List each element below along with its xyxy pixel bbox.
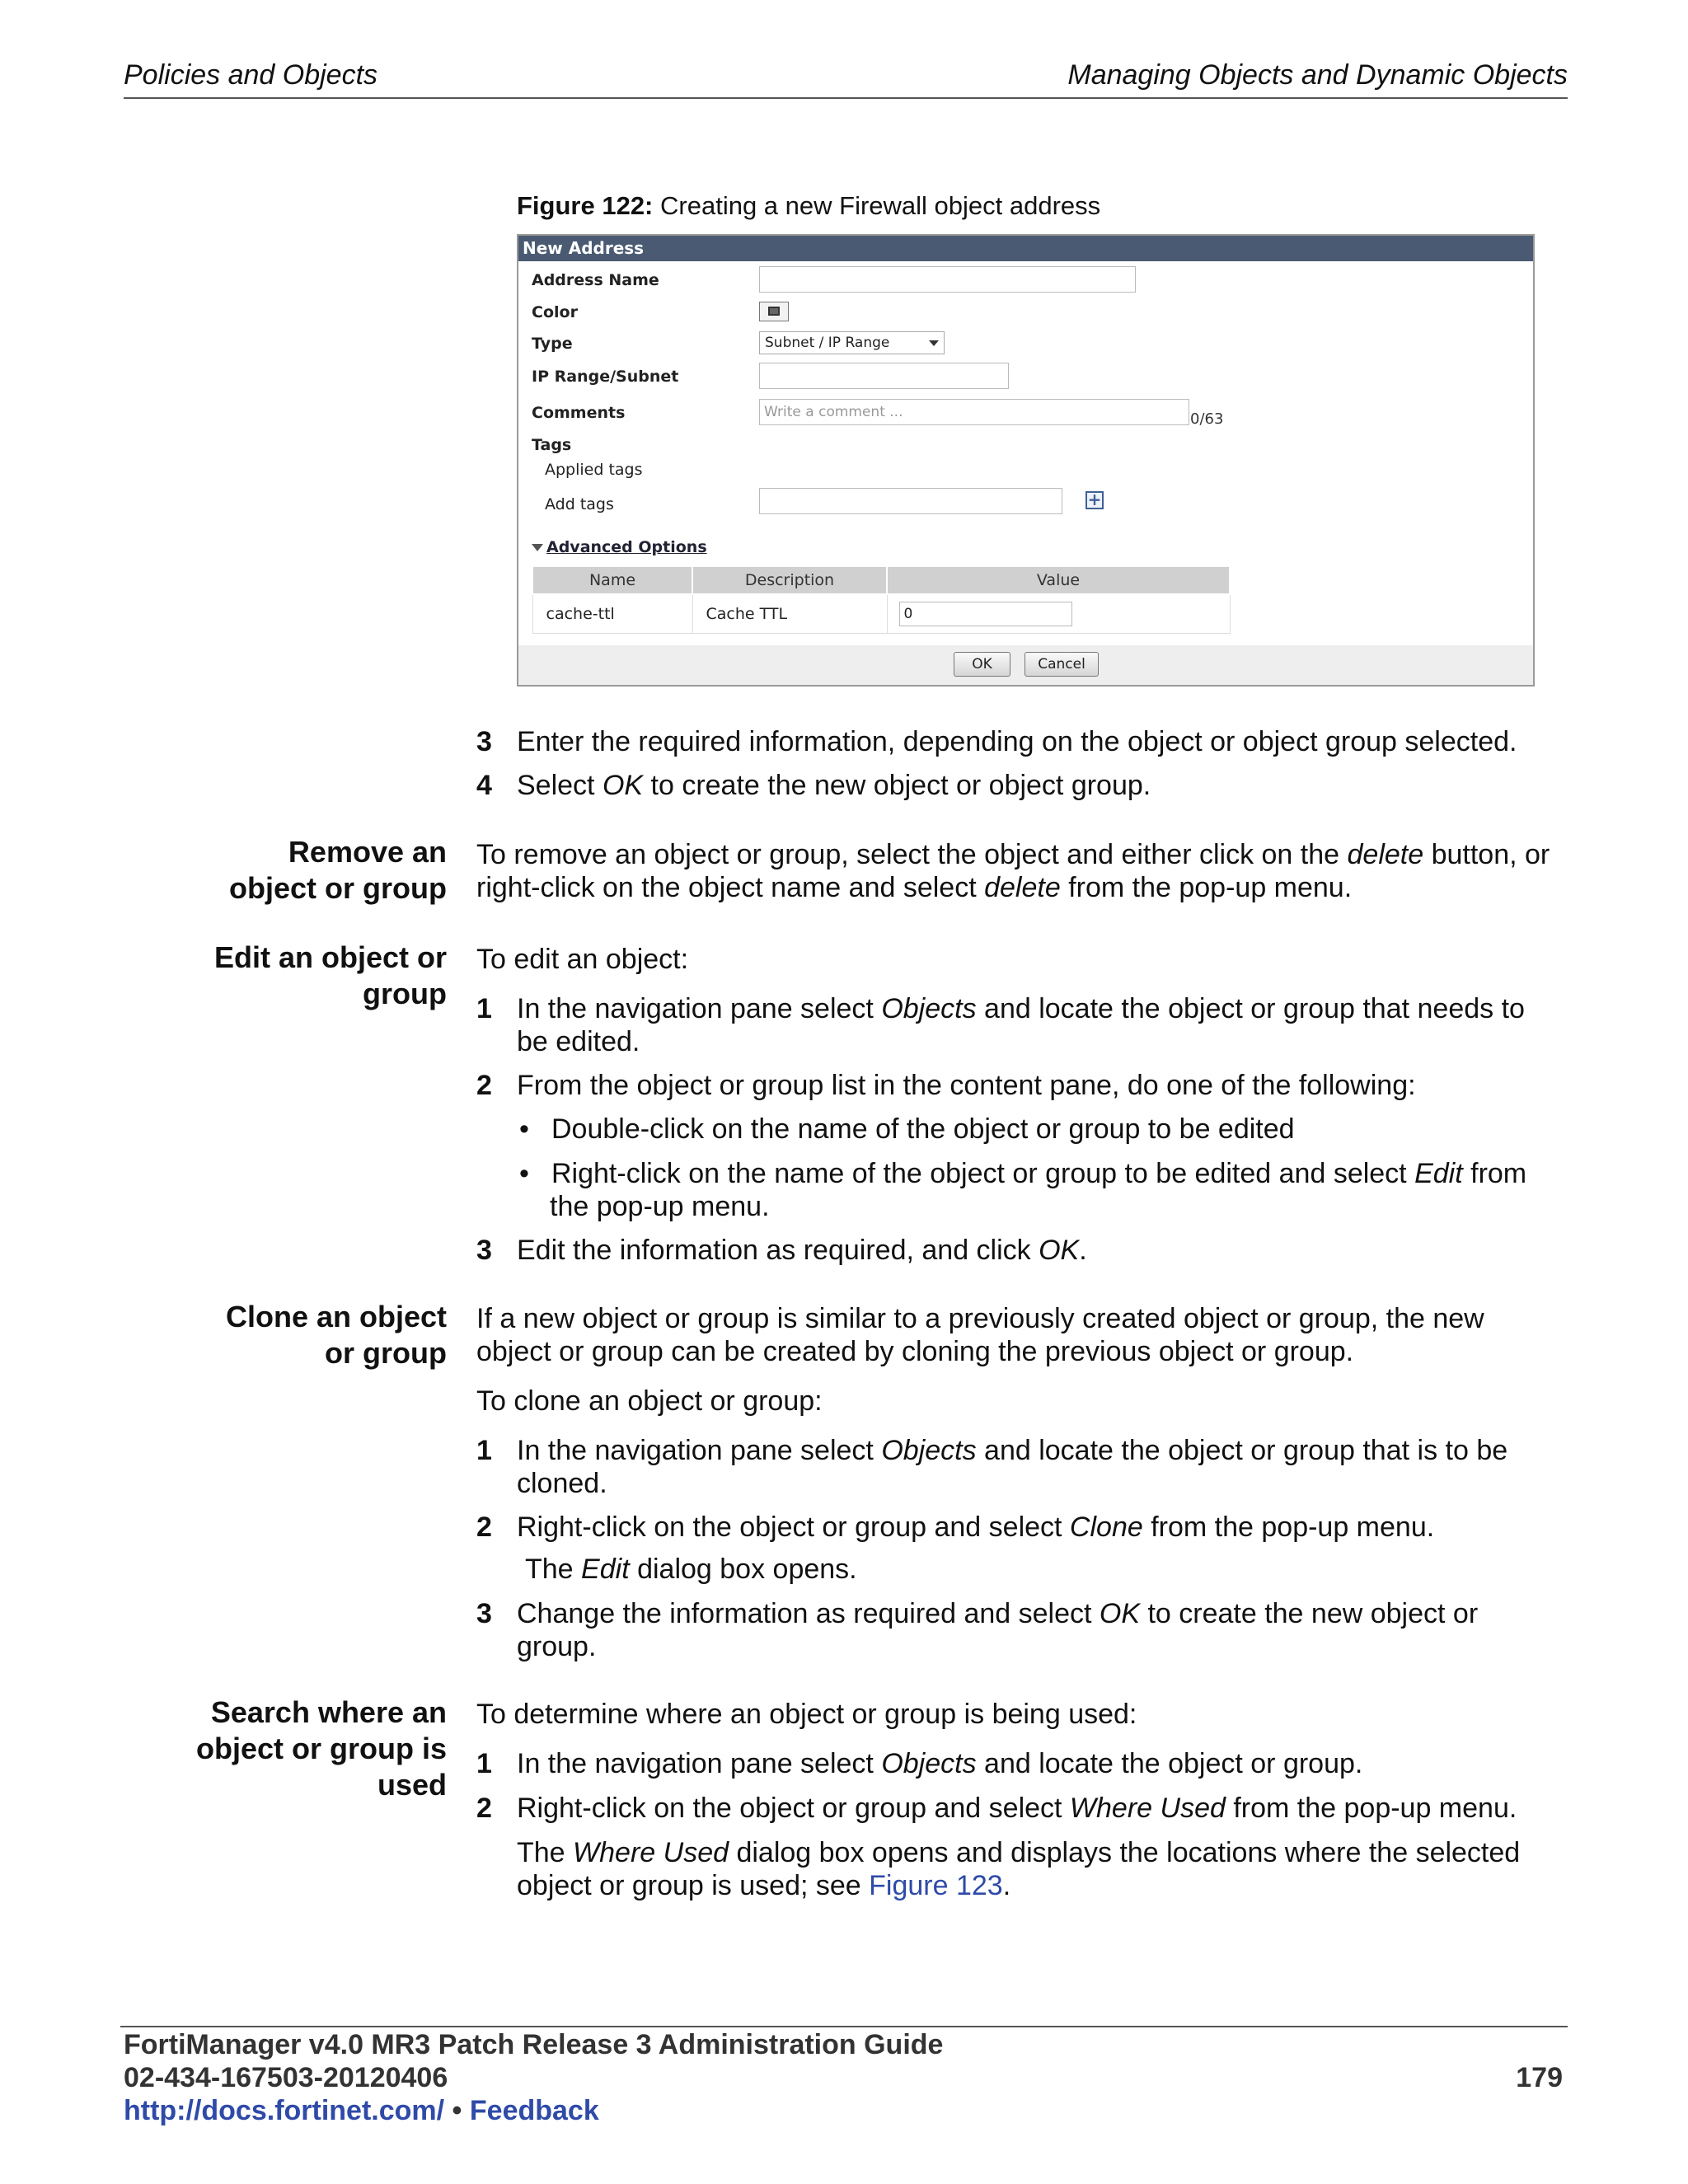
step-number: 4 xyxy=(476,770,492,801)
step-number: 3 xyxy=(476,726,492,757)
step-text: Enter the required information, depending on the object or object group selected. xyxy=(517,726,1517,757)
step-number: 1 xyxy=(476,993,492,1024)
comments-counter: 0/63 xyxy=(1190,410,1224,428)
add-tags-label: Add tags xyxy=(545,495,614,513)
tags-label: Tags xyxy=(532,436,572,454)
type-select-value: Subnet / IP Range xyxy=(765,335,890,351)
step-number: 2 xyxy=(476,1070,492,1101)
figure-123-link[interactable]: Figure 123 xyxy=(869,1870,1003,1901)
step-number: 3 xyxy=(476,1598,492,1629)
section-heading-clone: Clone an object or group xyxy=(225,1300,447,1370)
advanced-options-table xyxy=(532,565,1231,634)
figure-caption xyxy=(517,191,1100,221)
step-text: From the object or group list in the content pane, do one of the following: xyxy=(517,1070,1416,1101)
col-header-description: Description xyxy=(692,566,887,594)
section-heading-edit: Edit an object or group xyxy=(213,940,447,1010)
step-text: Select OK to create the new object or object group. xyxy=(517,770,1151,801)
chevron-down-icon xyxy=(929,340,939,346)
row-description: Cache TTL xyxy=(692,594,887,634)
new-address-dialog xyxy=(517,234,1535,687)
step-text: In the navigation pane select Objects and locate the object or group that is to be cloned. xyxy=(517,1435,1508,1499)
type-select[interactable] xyxy=(759,331,945,354)
figure-label: Figure 122: xyxy=(517,191,654,220)
footer-doc-id: 02-434-167503-20120406 xyxy=(124,2062,448,2093)
footer-links: http://docs.fortinet.com/ • Feedback xyxy=(124,2095,599,2126)
address-name-label: Address Name xyxy=(532,271,659,289)
advanced-options-label: Advanced Options xyxy=(546,538,707,556)
comments-textarea[interactable]: Write a comment ... xyxy=(759,399,1189,425)
step-text: In the navigation pane select Objects and locate the object or group that needs to be edited. xyxy=(517,993,1525,1057)
step-note: The Where Used dialog box opens and displays the locations where the selected object or group is used; see Figure 123. xyxy=(517,1837,1521,1901)
step-text: Right-click on the object or group and select Clone from the pop-up menu. xyxy=(517,1511,1435,1543)
search-intro: To determine where an object or group is being used: xyxy=(476,1699,1137,1730)
section-heading-search: Search where an object or group is used xyxy=(195,1695,447,1802)
step-number: 2 xyxy=(476,1511,492,1543)
footer-guide-title: FortiManager v4.0 MR3 Patch Release 3 Administration Guide xyxy=(124,2029,944,2060)
applied-tags-label: Applied tags xyxy=(545,461,643,479)
step-text: Change the information as required and select OK to create the new object or group. xyxy=(517,1598,1479,1662)
page-number: 179 xyxy=(1516,2062,1563,2093)
col-header-name: Name xyxy=(532,566,692,594)
address-name-input[interactable] xyxy=(759,266,1136,293)
step-note: The Edit dialog box opens. xyxy=(525,1554,857,1585)
bullet-text: Double-click on the name of the object or group to be edited xyxy=(551,1113,1295,1145)
col-header-value: Value xyxy=(887,566,1230,594)
feedback-link[interactable]: Feedback xyxy=(469,2095,599,2126)
dialog-title: New Address xyxy=(518,236,1533,261)
ok-button[interactable]: OK xyxy=(954,652,1010,677)
remove-paragraph: To remove an object or group, select the object and either click on the delete button, or right-click on the object name and select delete from the pop-up menu. xyxy=(476,839,1550,903)
type-label: Type xyxy=(532,335,573,353)
bullet: • xyxy=(519,1158,529,1189)
clone-paragraph: If a new object or group is similar to a previously created object or group, the new object or group can be created by cloning the previous object or group. xyxy=(476,1303,1484,1367)
step-number: 2 xyxy=(476,1793,492,1824)
add-tags-input[interactable] xyxy=(759,488,1062,514)
header-rule xyxy=(124,97,1568,99)
bullet: • xyxy=(519,1113,529,1145)
footer-rule xyxy=(120,2026,1568,2027)
step-number: 1 xyxy=(476,1435,492,1466)
docs-link[interactable]: http://docs.fortinet.com/ xyxy=(124,2095,445,2126)
ip-range-label: IP Range/Subnet xyxy=(532,368,679,386)
expand-triangle-icon xyxy=(532,544,543,551)
step-text: In the navigation pane select Objects and locate the object or group. xyxy=(517,1748,1363,1779)
ip-range-input[interactable] xyxy=(759,363,1009,389)
running-header-left: Policies and Objects xyxy=(124,59,378,91)
step-text: Right-click on the object or group and select Where Used from the pop-up menu. xyxy=(517,1793,1517,1824)
row-name: cache-ttl xyxy=(532,594,692,634)
advanced-options-toggle[interactable] xyxy=(532,538,707,556)
cache-ttl-value-input[interactable]: 0 xyxy=(899,602,1072,626)
step-text: Edit the information as required, and click OK. xyxy=(517,1235,1087,1266)
color-picker-button[interactable] xyxy=(759,302,789,321)
edit-intro: To edit an object: xyxy=(476,944,689,975)
add-tag-plus-icon[interactable]: + xyxy=(1085,491,1104,509)
color-label: Color xyxy=(532,303,578,321)
bullet-text: Right-click on the name of the object or group to be edited and select Edit from xyxy=(551,1158,1527,1189)
running-header-right: Managing Objects and Dynamic Objects xyxy=(1067,59,1568,91)
cancel-button[interactable]: Cancel xyxy=(1025,652,1099,677)
bullet-text-continued: the pop-up menu. xyxy=(550,1191,770,1222)
dialog-footer xyxy=(518,645,1533,685)
table-row xyxy=(532,594,1230,634)
comments-label: Comments xyxy=(532,404,626,422)
section-heading-remove: Remove an object or group xyxy=(229,835,447,905)
step-number: 1 xyxy=(476,1748,492,1779)
clone-intro: To clone an object or group: xyxy=(476,1385,823,1417)
figure-caption-text: Creating a new Firewall object address xyxy=(660,191,1101,220)
step-number: 3 xyxy=(476,1235,492,1266)
color-swatch-icon xyxy=(768,307,780,316)
